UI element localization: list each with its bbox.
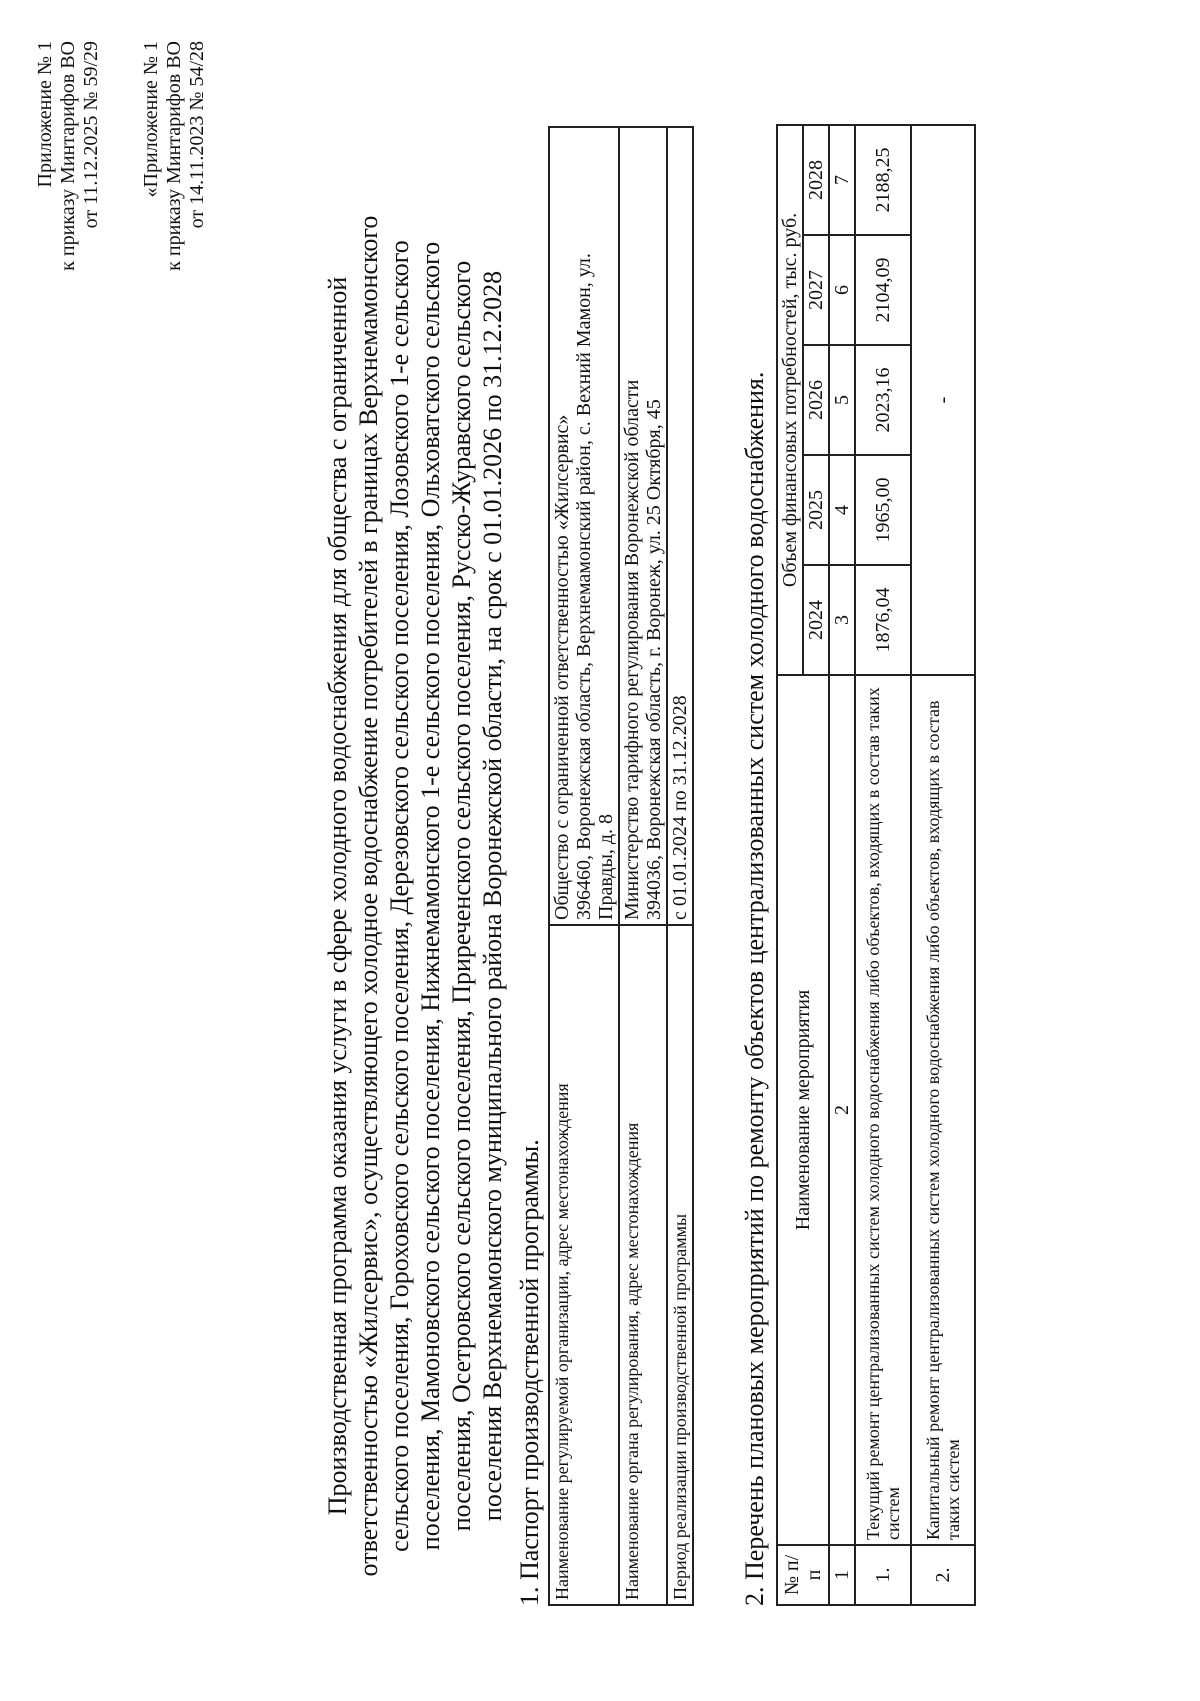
passport-label: Период реализации производственной программы <box>667 925 693 1605</box>
year-header: 2025 <box>803 455 829 565</box>
table-header-row <box>777 125 803 1605</box>
year-header: 2024 <box>803 565 829 675</box>
appendix-line: «Приложение № 1 <box>140 41 162 198</box>
row-number: 1. <box>855 1545 911 1605</box>
index-cell: 2 <box>829 675 855 1545</box>
value-cell: 1876,04 <box>855 565 911 675</box>
title-line: Производственная программа оказания услуги в сфере холодного водоснабжения для общества с ограниченной <box>323 276 352 1516</box>
index-cell: 6 <box>829 235 855 345</box>
title-line: поселения, Мамоновского сельского поселения, Нижнемамонского 1-е сельского поселения, Ольховатского сельского <box>416 241 445 1551</box>
passport-label: Наименование органа регулирования, адрес местонахождения <box>619 925 667 1605</box>
value-line: 396460, Воронежская область, Верхнемамонский район, с. Вехний Мамон, ул. <box>573 253 595 920</box>
value-line: Правды, д. 8 <box>595 813 617 920</box>
value-cell: 2023,16 <box>855 345 911 455</box>
passport-table <box>548 126 694 1606</box>
table-row <box>549 127 619 1605</box>
row-name: Капитальный ремонт централизованных систем холодного водоснабжения либо объектов, входящих в состав таких систем <box>911 675 975 1545</box>
section2-heading: 2. Перечень плановых мероприятий по ремонту объектов централизованных систем холодного водоснабжения. <box>740 371 769 1606</box>
index-cell: 3 <box>829 565 855 675</box>
dash-cell: - <box>911 125 975 675</box>
table-row <box>911 125 975 1605</box>
col-name-header: Наименование мероприятия <box>777 675 829 1545</box>
plan-table <box>776 124 976 1606</box>
passport-value <box>667 127 693 925</box>
col-num-header: № п/п <box>777 1545 829 1605</box>
index-cell: 5 <box>829 345 855 455</box>
passport-label: Наименование регулируемой организации, адрес местонахождения <box>549 925 619 1605</box>
appendix-line: к приказу Минтарифов ВО <box>57 41 79 271</box>
passport-value <box>549 127 619 925</box>
appendix-line: от 14.11.2023 № 54/28 <box>186 41 208 229</box>
appendix-line: от 11.12.2025 № 59/29 <box>80 41 102 229</box>
row-number: 2. <box>911 1545 975 1605</box>
row-name: Текущий ремонт централизованных систем холодного водоснабжения либо объектов, входящих в состав таких систем <box>855 675 911 1545</box>
title-line: сельского поселения, Гороховского сельского поселения, Дерезовского сельского поселения, Лозовского 1-е сельского <box>385 240 414 1552</box>
value-cell: 1965,00 <box>855 455 911 565</box>
value-line: Общество с ограниченной ответственностью «Жилсервис» <box>551 414 573 920</box>
appendix-line: Приложение № 1 <box>34 41 56 188</box>
index-cell: 1 <box>829 1545 855 1605</box>
table-row <box>619 127 667 1605</box>
value-line: Министерство тарифного регулирования Воронежской области <box>621 379 643 920</box>
year-header: 2027 <box>803 235 829 345</box>
passport-value <box>619 127 667 925</box>
index-cell: 4 <box>829 455 855 565</box>
appendix-line: к приказу Минтарифов ВО <box>163 41 185 271</box>
table-row <box>667 127 693 1605</box>
document-title <box>322 181 508 1611</box>
title-line: поселения, Осетровского сельского поселения, Приреченского сельского поселения, Русско-Журавского сельского <box>447 260 476 1532</box>
value-line: 394036, Воронежская область, г. Воронеж, ул. 25 Октября, 45 <box>643 399 665 920</box>
value-cell: 2104,09 <box>855 235 911 345</box>
index-row <box>829 125 855 1605</box>
col-volume-header: Объем финансовых потребностей, тыс. руб. <box>777 125 803 675</box>
appendix-note <box>34 41 103 461</box>
index-cell: 7 <box>829 125 855 235</box>
value-line: с 01.01.2024 по 31.12.2028 <box>669 695 691 920</box>
year-header: 2026 <box>803 345 829 455</box>
appendix-note-previous <box>140 41 209 461</box>
section1-heading: 1. Паспорт производственной программы. <box>515 1139 544 1606</box>
year-header: 2028 <box>803 125 829 235</box>
table-row <box>855 125 911 1605</box>
value-cell: 2188,25 <box>855 125 911 235</box>
title-line: ответственностью «Жилсервис», осуществляющего холодное водоснабжение потребителей в границах Верхнемамонского <box>354 215 383 1577</box>
title-line: поселения Верхнемамонского муниципального района Воронежской области, на срок с 01.01.2026 по 31.12.2028 <box>478 270 507 1522</box>
